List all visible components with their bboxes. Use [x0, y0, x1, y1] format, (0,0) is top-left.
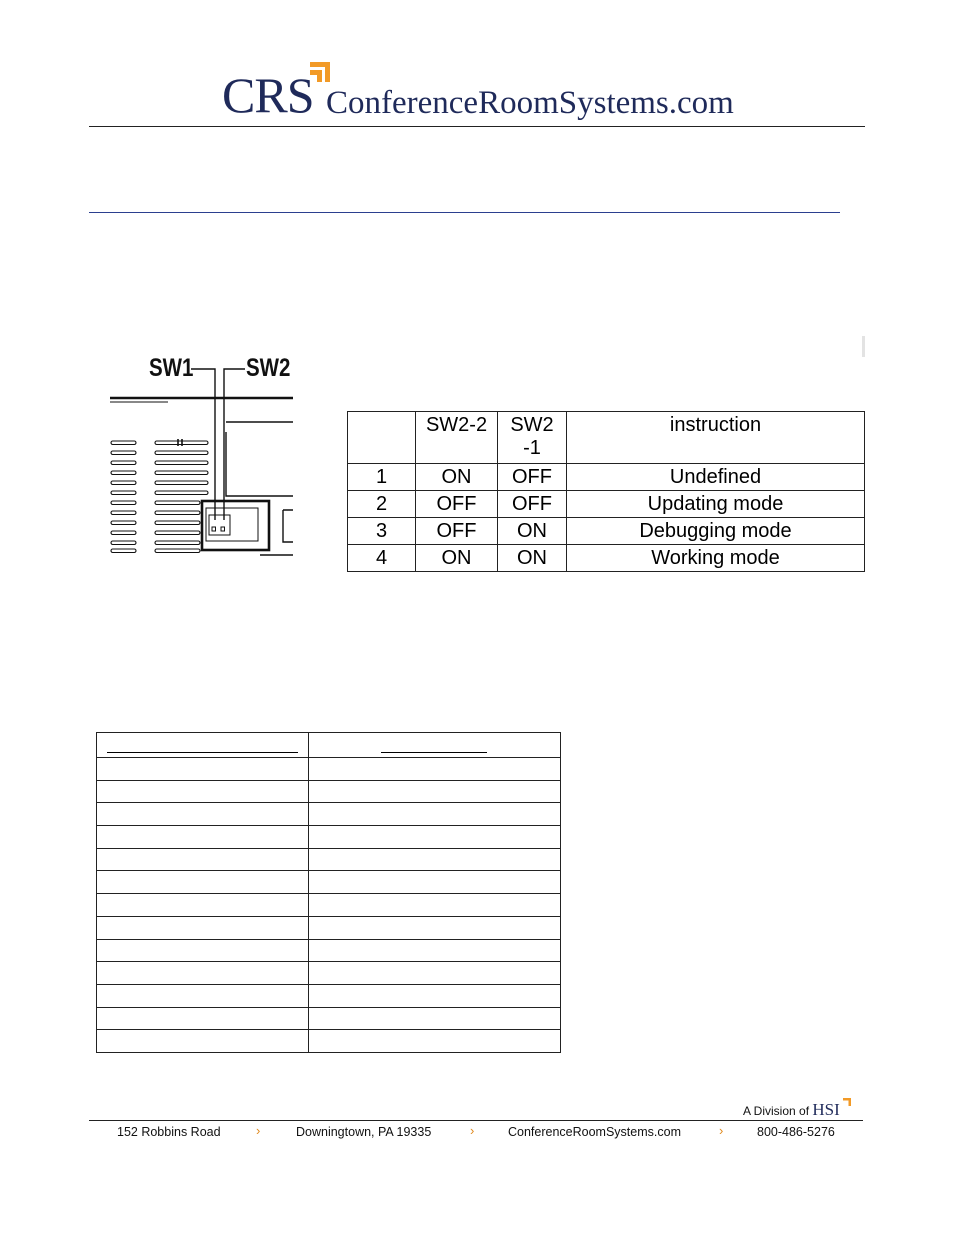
underline-mark [107, 752, 298, 753]
grid-cell [309, 1030, 561, 1053]
table-row [348, 545, 865, 572]
sw2-label: SW2 [246, 354, 291, 382]
margin-mark [862, 336, 865, 357]
hsi-corner-icon [842, 1097, 852, 1107]
table-cell: ON [416, 464, 498, 491]
grid-cell [309, 984, 561, 1007]
grid-cell [97, 916, 309, 939]
grid-cell [309, 803, 561, 826]
table-row [348, 464, 865, 491]
footer-phone: 800-486-5276 [757, 1125, 835, 1139]
header-rule [89, 126, 865, 127]
header-cell [498, 412, 567, 464]
table-cell: 3 [348, 518, 416, 545]
grid-row [97, 871, 561, 894]
table-header-row [348, 412, 865, 464]
grid-cell [97, 733, 309, 758]
division-prefix: A Division of [743, 1104, 810, 1118]
grid-cell [97, 984, 309, 1007]
grid-row [97, 916, 561, 939]
header-sw2-part: SW2 [510, 414, 554, 436]
table-row [348, 518, 865, 545]
dip-switch-diagram [108, 350, 296, 562]
table-cell: ON [498, 518, 567, 545]
grid-row [97, 803, 561, 826]
footer-city: Downingtown, PA 19335 [296, 1125, 432, 1139]
grid-row [97, 984, 561, 1007]
grid-row [97, 780, 561, 803]
section-rule [89, 212, 840, 213]
table-cell: 2 [348, 491, 416, 518]
blank-grid-table [96, 732, 561, 1053]
grid-row [97, 758, 561, 781]
division-brand: HSI [812, 1100, 840, 1119]
grid-cell [97, 871, 309, 894]
grid-row [97, 1007, 561, 1030]
grid-cell [309, 1007, 561, 1030]
grid-cell [309, 826, 561, 849]
grid-cell [309, 939, 561, 962]
grid-row [97, 826, 561, 849]
grid-cell [309, 871, 561, 894]
table-cell: Working mode [567, 545, 865, 572]
grid-cell [309, 758, 561, 781]
table-cell: OFF [416, 491, 498, 518]
table-cell: ON [498, 545, 567, 572]
footer-separator-icon: › [470, 1123, 475, 1138]
table-cell: 1 [348, 464, 416, 491]
footer-separator-icon: › [256, 1123, 261, 1138]
grid-cell [309, 894, 561, 917]
grid-cell [309, 962, 561, 985]
grid-cell [97, 939, 309, 962]
grid-cell [309, 916, 561, 939]
grid-row [97, 848, 561, 871]
sw1-label: SW1 [149, 354, 194, 382]
table-cell: Debugging mode [567, 518, 865, 545]
footer-address: 152 Robbins Road [117, 1125, 221, 1139]
header-cell: instruction [567, 412, 865, 464]
grid-cell [97, 803, 309, 826]
grid-cell [97, 826, 309, 849]
grid-row [97, 894, 561, 917]
grid-row [97, 962, 561, 985]
header-sw2-suffix: -1 [523, 437, 541, 459]
brand-short: CRS [222, 67, 314, 123]
grid-cell [97, 1030, 309, 1053]
grid-cell [97, 894, 309, 917]
header-cell [348, 412, 416, 464]
grid-cell [309, 780, 561, 803]
grid-row [97, 1030, 561, 1053]
grid-cell [97, 780, 309, 803]
brand-name: ConferenceRoomSystems.com [326, 85, 734, 121]
table-cell: OFF [416, 518, 498, 545]
footer-separator-icon: › [719, 1123, 724, 1138]
table-cell: OFF [498, 464, 567, 491]
table-cell: Updating mode [567, 491, 865, 518]
table-cell: 4 [348, 545, 416, 572]
footer-rule [89, 1120, 863, 1121]
grid-cell [309, 733, 561, 758]
table-cell: OFF [498, 491, 567, 518]
board-drawing [108, 350, 296, 562]
table-row [348, 491, 865, 518]
header-cell: SW2-2 [416, 412, 498, 464]
grid-row [97, 939, 561, 962]
grid-cell [97, 1007, 309, 1030]
grid-header-row [97, 733, 561, 758]
grid-cell [97, 962, 309, 985]
table-cell: ON [416, 545, 498, 572]
grid-cell [309, 848, 561, 871]
underline-mark [381, 752, 487, 753]
grid-cell [97, 848, 309, 871]
footer-website-link[interactable]: ConferenceRoomSystems.com [508, 1125, 681, 1139]
grid-cell [97, 758, 309, 781]
dip-switch-table [347, 411, 865, 572]
table-cell: Undefined [567, 464, 865, 491]
brand-logo [222, 58, 742, 122]
